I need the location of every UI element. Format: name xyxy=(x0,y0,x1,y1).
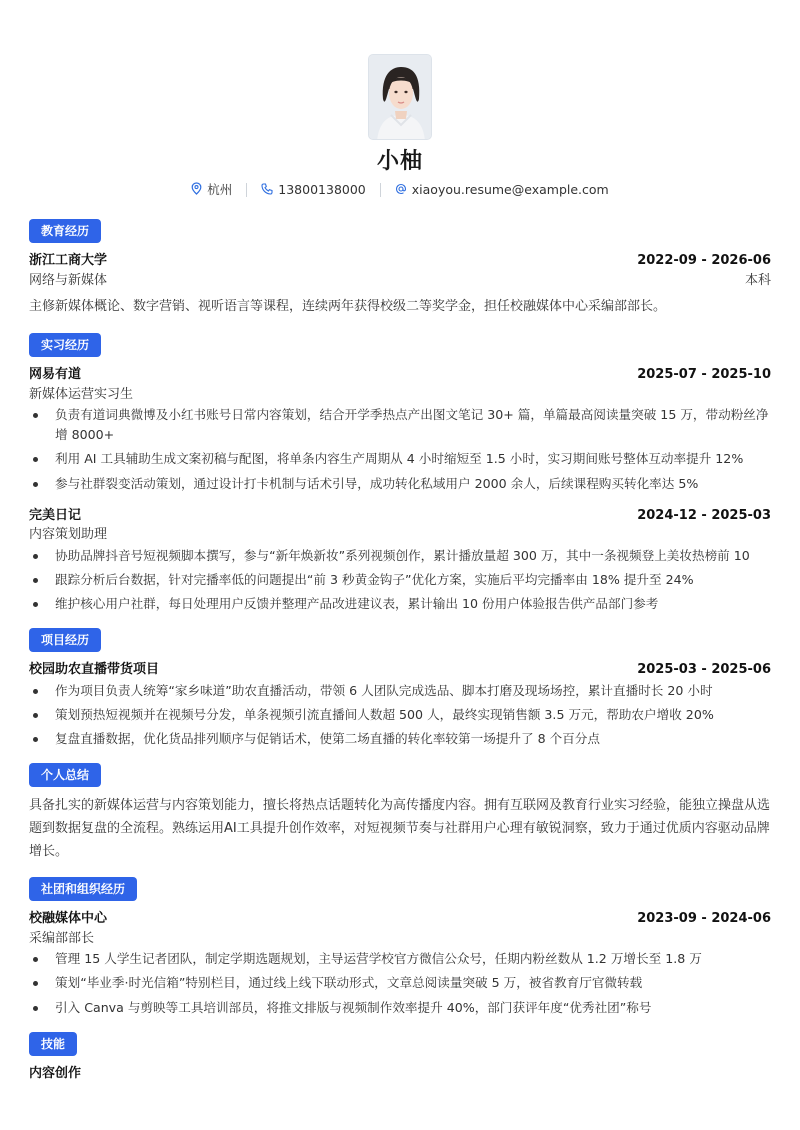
at-sign-icon xyxy=(395,183,407,197)
candidate-name: 小柚 xyxy=(376,149,423,174)
bullet-item: 策划“毕业季·时光信箱”特别栏目，通过线上线下联动形式，文章总阅读量突破 5 万，被省教育厅官微转载 xyxy=(29,973,771,993)
contact-phone xyxy=(261,181,365,200)
bullet-item: 协助品牌抖音号短视频脚本撰写，参与“新年焕新妆”系列视频创作，累计播放量超 300 万，其中一条视频登上美妆热榜前 10 xyxy=(29,546,771,566)
education-section xyxy=(29,219,771,319)
bullet-item: 作为项目负责人统筹“家乡味道”助农直播活动，带领 6 人团队完成选品、脚本打磨及现场场控，累计直播时长 20 小时 xyxy=(29,681,771,701)
degree-label: 本科 xyxy=(744,272,771,288)
contact-email[interactable] xyxy=(395,181,609,200)
section-title-education: 教育经历 xyxy=(29,219,101,243)
phone-text: 13800138000 xyxy=(278,181,366,197)
project-date: 2025-03 - 2025-06 xyxy=(637,662,771,678)
club-entry xyxy=(29,909,771,1017)
company-name: 完美日记 xyxy=(29,507,82,523)
resume-header xyxy=(29,0,771,199)
section-title-projects: 项目经历 xyxy=(29,628,101,652)
club-date: 2023-09 - 2024-06 xyxy=(637,911,771,927)
role-title: 采编部部长 xyxy=(29,930,95,946)
internship-section xyxy=(29,333,771,614)
section-title-skills: 技能 xyxy=(29,1032,77,1056)
contact-divider xyxy=(246,183,247,197)
section-title-summary: 个人总结 xyxy=(29,763,101,787)
skill-group-title: 内容创作 xyxy=(29,1065,82,1081)
portrait-image xyxy=(369,55,432,140)
bullet-list xyxy=(29,681,771,749)
contact-divider xyxy=(380,183,381,197)
bullet-item: 跟踪分析后台数据，针对完播率低的问题提出“前 3 秒黄金钩子”优化方案，实施后平均完播率由 18% 提升至 24% xyxy=(29,570,771,590)
location-pin-icon xyxy=(191,182,202,197)
education-date: 2022-09 - 2026-06 xyxy=(637,253,771,269)
major-name: 网络与新媒体 xyxy=(29,272,108,288)
project-entry xyxy=(29,660,771,749)
bullet-list xyxy=(29,546,771,614)
internship-entry xyxy=(29,365,771,494)
bullet-list xyxy=(29,949,771,1017)
phone-icon xyxy=(261,183,273,197)
summary-section xyxy=(29,763,771,863)
avatar xyxy=(368,54,432,140)
bullet-item: 参与社群裂变活动策划，通过设计打卡机制与话术引导，成功转化私域用户 2000 余人，后续课程购买转化率达 5% xyxy=(29,474,771,494)
bullet-list xyxy=(29,405,771,494)
skills-section xyxy=(29,1032,771,1084)
role-title: 新媒体运营实习生 xyxy=(29,386,134,402)
bullet-item: 复盘直播数据，优化货品排列顺序与促销话术，使第二场直播的转化率较第一场提升了 8 个百分点 xyxy=(29,729,771,749)
bullet-item: 维护核心用户社群，每日处理用户反馈并整理产品改进建议表，累计输出 10 份用户体验报告供产品部门参考 xyxy=(29,594,771,614)
section-title-clubs: 社团和组织经历 xyxy=(29,877,137,901)
email-link[interactable]: xiaoyou.resume@example.com xyxy=(411,181,609,197)
bullet-item: 利用 AI 工具辅助生成文案初稿与配图，将单条内容生产周期从 4 小时缩短至 1.5 小时，实习期间账号整体互动率提升 12% xyxy=(29,449,771,469)
internship-date: 2024-12 - 2025-03 xyxy=(637,507,771,523)
section-title-internship: 实习经历 xyxy=(29,333,101,357)
bullet-item: 管理 15 人学生记者团队，制定学期选题规划，主导运营学校官方微信公众号，任期内粉丝数从 1.2 万增长至 1.8 万 xyxy=(29,949,771,969)
bullet-item: 负责有道词典微博及小红书账号日常内容策划，结合开学季热点产出图文笔记 30+ 篇，单篇最高阅读量突破 15 万，带动粉丝净增 8000+ xyxy=(29,405,771,445)
bullet-item: 引入 Canva 与剪映等工具培训部员，将推文排版与视频制作效率提升 40%，部门获评年度“优秀社团”称号 xyxy=(29,998,771,1018)
internship-date: 2025-07 - 2025-10 xyxy=(637,367,771,383)
education-entry xyxy=(29,251,771,319)
location-text: 杭州 xyxy=(207,181,233,197)
internship-entry xyxy=(29,506,771,614)
summary-text: 具备扎实的新媒体运营与内容策划能力，擅长将热点话题转化为高传播度内容。拥有互联网及教育行业实习经验，能独立操盘从选题到数据复盘的全流程。熟练运用AI工具提升创作效率，对短视频节奏与社群用户心理有敏锐洞察，致力于通过优质内容驱动品牌增长。 xyxy=(29,798,771,859)
company-name: 网易有道 xyxy=(29,367,82,383)
projects-section xyxy=(29,628,771,749)
org-name: 校融媒体中心 xyxy=(29,911,108,927)
education-description: 主修新媒体概论、数字营销、视听语言等课程，连续两年获得校级二等奖学金，担任校融媒体中心采编部部长。 xyxy=(29,299,667,315)
bullet-item: 策划预热短视频并在视频号分发，单条视频引流直播间人数超 500 人，最终实现销售额 3.5 万元，帮助农户增收 20% xyxy=(29,705,771,725)
role-title: 内容策划助理 xyxy=(29,527,108,543)
school-name: 浙江工商大学 xyxy=(29,253,108,269)
clubs-section xyxy=(29,877,771,1017)
contact-bar xyxy=(29,181,771,200)
project-name: 校园助农直播带货项目 xyxy=(29,662,160,678)
skill-group xyxy=(29,1064,771,1084)
contact-location xyxy=(191,181,232,200)
